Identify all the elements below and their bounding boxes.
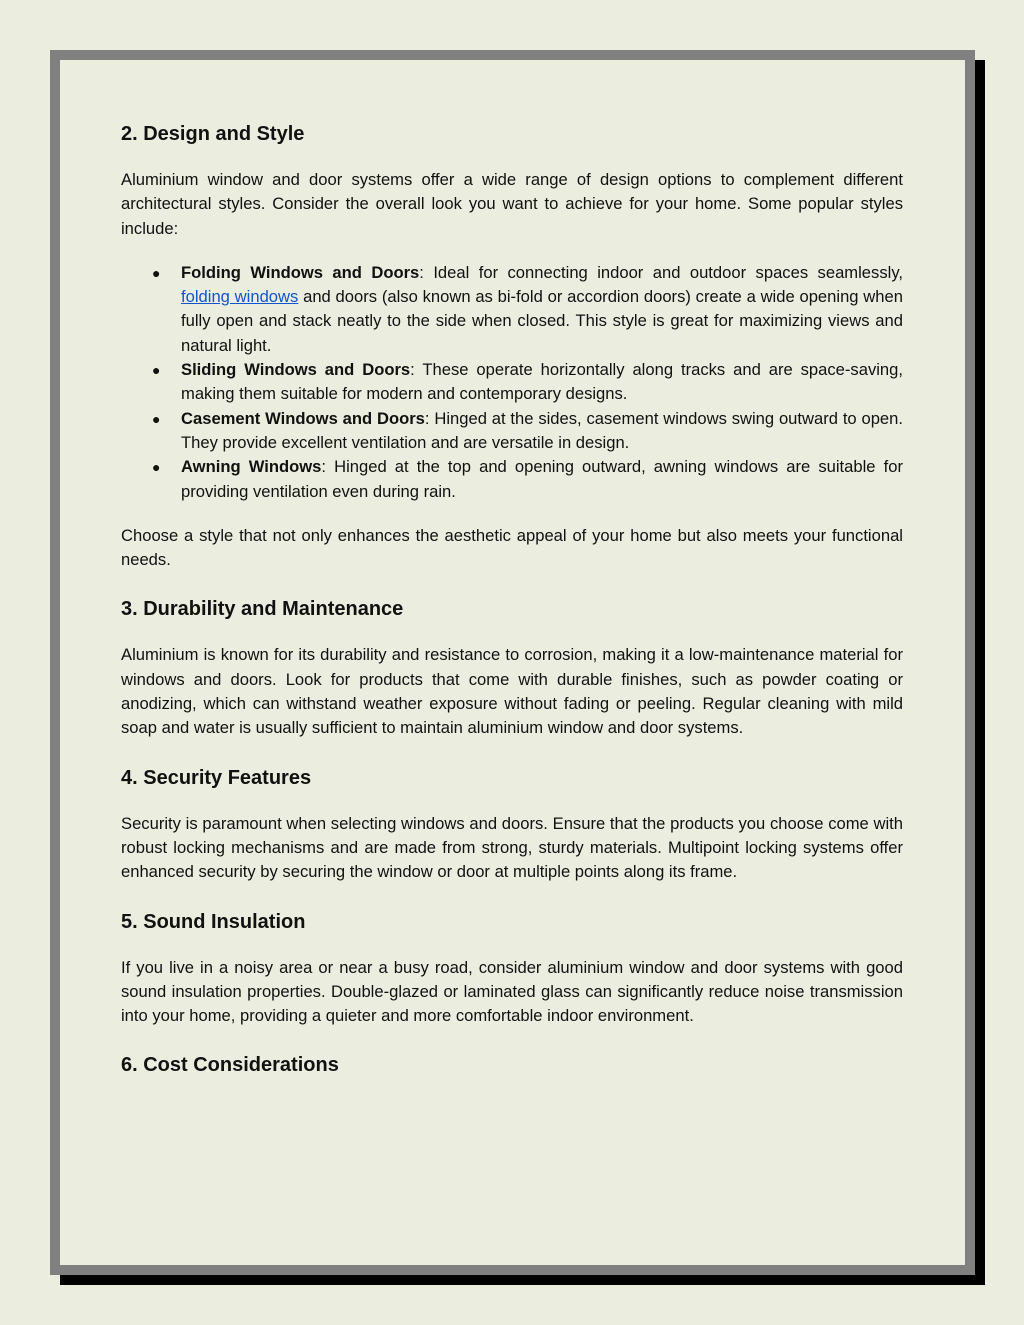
list-item-separator: : <box>410 360 415 380</box>
list-item <box>121 455 903 504</box>
list-item-title: Awning Windows <box>181 457 322 477</box>
style-list <box>121 261 903 504</box>
bullet-icon: ● <box>152 410 161 427</box>
list-item-text: These operate horizontally along tracks and are space-saving, making them suitable for modern and contemporary designs. <box>181 360 903 404</box>
security-body: Security is paramount when selecting windows and doors. Ensure that the products you choose come with robust locking mechanisms and are made from strong, sturdy materials. Multipoint locking systems offer enhanced security by securing the window or door at multiple points along its frame. <box>121 813 903 882</box>
design-style-outro: Choose a style that not only enhances the aesthetic appeal of your home but also meets your functional needs. <box>121 525 903 570</box>
section-heading-security: 4. Security Features <box>121 766 312 789</box>
list-item <box>121 407 903 456</box>
section-heading-sound: 5. Sound Insulation <box>121 910 306 933</box>
list-item-title: Casement Windows and Doors <box>181 408 425 428</box>
document-page <box>50 50 975 1275</box>
list-item-title: Folding Windows and Doors <box>181 262 420 282</box>
list-item-text: and doors (also known as bi-fold or accordion doors) create a wide opening when fully open and stack neatly to the side when closed. This style is great for maximizing views and natural light. <box>181 287 903 355</box>
section-heading-design-style: 2. Design and Style <box>121 123 305 145</box>
list-item-separator: : <box>419 262 424 282</box>
list-item <box>121 261 903 358</box>
list-item-text: Ideal for connecting indoor and outdoor spaces seamlessly, <box>423 262 903 282</box>
section-heading-durability: 3. Durability and Maintenance <box>121 598 404 621</box>
list-item <box>121 358 903 407</box>
bullet-icon: ● <box>152 459 161 476</box>
list-item-title: Sliding Windows and Doors <box>181 360 411 380</box>
durability-body: Aluminium is known for its durability and resistance to corrosion, making it a low-maintenance material for windows and doors. Look for products that come with durable finishes, such as powder coating or anodizing, which can withstand weather exposure without fading or peeling. Regular cleaning with mild soap and water is usually sufficient to maintain aluminium window and door systems. <box>121 645 903 738</box>
list-item-text: Hinged at the top and opening outward, awning windows are suitable for providing ventilation even during rain. <box>181 457 903 501</box>
bullet-icon: ● <box>152 362 161 379</box>
sound-body: If you live in a noisy area or near a busy road, consider aluminium window and door systems with good sound insulation properties. Double-glazed or laminated glass can significantly reduce noise transmission into your home, providing a quieter and more comfortable indoor environment. <box>121 957 903 1026</box>
section-heading-cost: 6. Cost Considerations <box>121 1054 339 1077</box>
list-item-separator: : <box>424 408 430 428</box>
list-item-separator: : <box>321 457 327 477</box>
bullet-icon: ● <box>152 264 161 281</box>
design-style-intro: Aluminium window and door systems offer a wide range of design options to complement different architectural styles. Consider the overall look you want to achieve for your home. Some popular styles include: <box>121 170 903 238</box>
folding-windows-link[interactable]: folding windows <box>181 287 299 307</box>
document-content <box>121 122 903 1077</box>
list-item-text: Hinged at the sides, casement windows swing outward to open. They provide excellent ventilation and are versatile in design. <box>181 408 904 452</box>
